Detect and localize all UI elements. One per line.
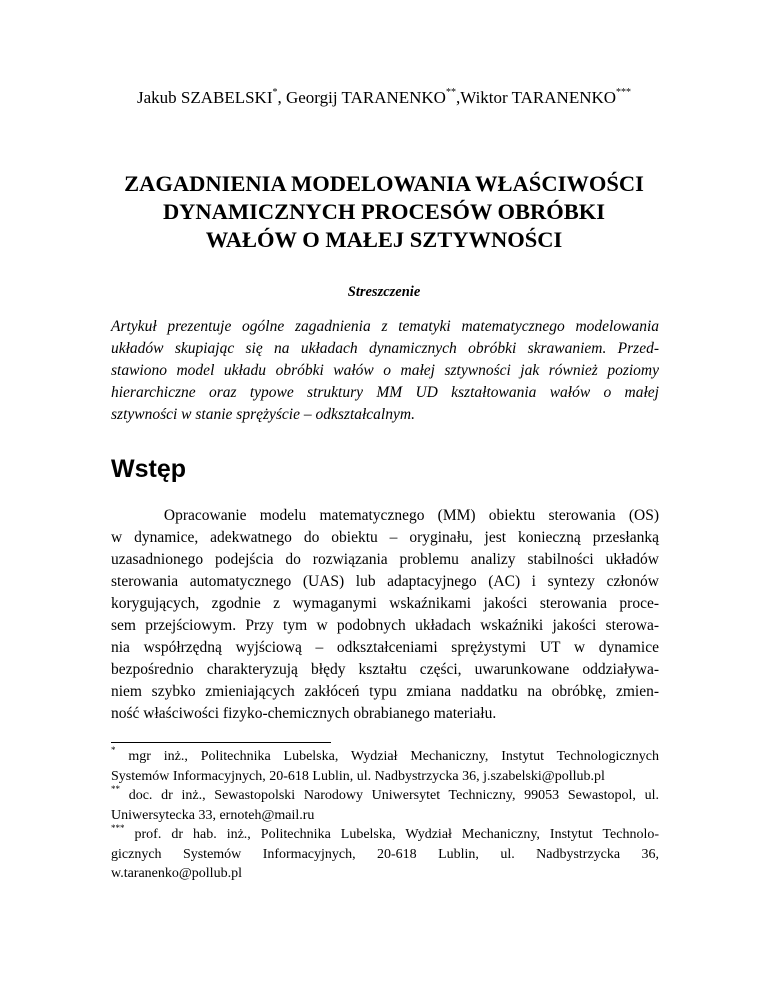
footnote-line: Uniwersytecka 33, ernoteh@mail.ru xyxy=(111,807,315,823)
footnote-marker: * xyxy=(111,745,116,756)
body-line: nia współrzędną wyjściową – odkształceniami sprężystymi UT w dynamice xyxy=(111,639,659,656)
body-line: sterowania automatycznego (UAS) lub adaptacyjnego (AC) i syntezy członów xyxy=(111,573,659,590)
author-separator: , xyxy=(277,88,286,107)
abstract-heading: Streszczenie xyxy=(347,284,421,300)
body-line: uzasadnionego podejścia do rozwiązania problemu analizy stabilności układów xyxy=(111,551,659,568)
footnote-marker: ** xyxy=(111,784,120,795)
footnotes xyxy=(111,747,659,884)
footnote-text: doc. dr inż., Sewastopolski Narodowy Uniwersytet Techniczny, 99053 Sewastopol, ul. xyxy=(120,788,659,803)
abstract-line: stawiono model układu obróbki wałów o małej sztywności jak również poziomy xyxy=(111,362,659,379)
footnote-line: w.taranenko@pollub.pl xyxy=(111,866,242,881)
body-line: Opracowanie modelu matematycznego (MM) obiektu sterowania (OS) xyxy=(111,507,659,524)
footnote-line xyxy=(111,747,659,767)
title-line: WAŁÓW O MAŁEJ SZTYWNOŚCI xyxy=(205,227,563,252)
body-line: ność właściwości fizyko-chemicznych obrabianego materiału. xyxy=(111,705,497,722)
footnote-divider xyxy=(111,742,331,743)
author-name: Wiktor TARANENKO xyxy=(460,88,617,107)
footnote-line xyxy=(111,825,659,845)
author-separator: , xyxy=(455,88,461,107)
footnote-marker: *** xyxy=(616,87,632,99)
title-line: ZAGADNIENIA MODELOWANIA WŁAŚCIWOŚCI xyxy=(124,171,644,196)
footnote-text: mgr inż., Politechnika Lubelska, Wydział Mechaniczny, Instytut Technologicznych xyxy=(115,749,659,764)
body-line: sem przejściowym. Przy tym w podobnych układach wskaźniki jakości sterowa- xyxy=(111,617,659,634)
body-line: korygujących, zgodnie z wymaganymi wskaźnikami jakości sterowania proce- xyxy=(111,595,659,612)
footnote-text: prof. dr hab. inż., Politechnika Lubelska, Wydział Mechaniczny, Instytut Technolo- xyxy=(124,827,659,842)
footnote-marker: ** xyxy=(445,87,456,99)
footnote-line xyxy=(111,786,659,806)
paper-title xyxy=(0,170,768,254)
footnote-marker: * xyxy=(272,87,278,99)
abstract-line: sztywności w stanie sprężyście – odkształcalnym. xyxy=(111,406,415,423)
body-line: w dynamice, adekwatnego do obiektu – oryginału, jest konieczną przesłanką xyxy=(111,529,659,546)
author-list xyxy=(0,87,768,109)
body-paragraph xyxy=(111,505,659,725)
abstract-text xyxy=(111,316,659,426)
abstract-line: hierarchiczne oraz typowe struktury MM UD kształtowania wałów o małej xyxy=(111,384,659,401)
body-line: bezpośrednio charakteryzują błędy kształtu części, uwarunkowane oddziaływa- xyxy=(111,661,659,678)
footnote-line: gicznych Systemów Informacyjnych, 20-618 Lublin, ul. Nadbystrzycka 36, xyxy=(111,846,659,862)
section-heading: Wstęp xyxy=(111,455,186,483)
abstract-line: układów skupiając się na układach dynamicznych obróbki skrawaniem. Przed- xyxy=(111,340,659,357)
footnote-marker: *** xyxy=(111,823,125,834)
author-name: Jakub SZABELSKI xyxy=(136,88,273,107)
title-line: DYNAMICZNYCH PROCESÓW OBRÓBKI xyxy=(162,199,606,224)
body-line: niem szybko zmieniających zakłóceń typu zmiana naddatku na obróbkę, zmien- xyxy=(111,683,659,700)
abstract-line: Artykuł prezentuje ogólne zagadnienia z tematyki matematycznego modelowania xyxy=(111,318,659,335)
footnote-line: Systemów Informacyjnych, 20-618 Lublin, ul. Nadbystrzycka 36, j.szabelski@pollub.pl xyxy=(111,768,605,784)
author-name: Georgij TARANENKO xyxy=(285,88,446,107)
